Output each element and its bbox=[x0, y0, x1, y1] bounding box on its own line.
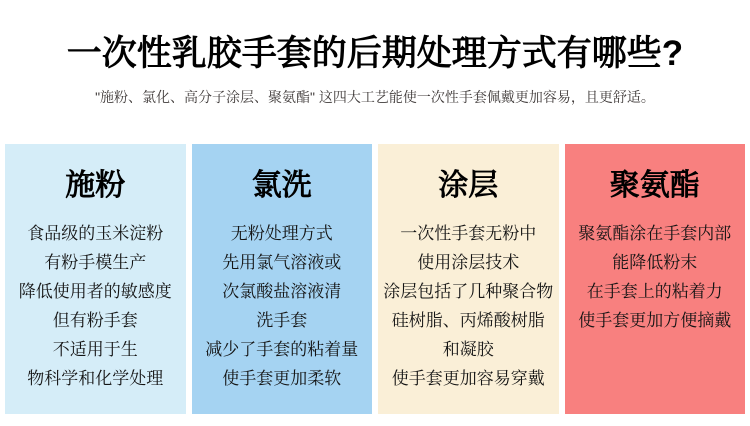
card-line: 在手套上的粘着力 bbox=[586, 282, 723, 301]
card-line: 使手套更加方便摘戴 bbox=[578, 311, 732, 330]
card-chlorination-body bbox=[192, 219, 373, 393]
card-line: 但有粉手套 bbox=[52, 311, 138, 330]
card-line: 次氯酸盐溶液清 bbox=[222, 282, 342, 301]
card-line: 不适用于生 bbox=[52, 340, 138, 359]
card-line: 无粉处理方式 bbox=[230, 224, 333, 243]
card-powdering-title: 施粉 bbox=[65, 169, 126, 202]
card-line: 使手套更加容易穿戴 bbox=[391, 369, 545, 388]
process-cards-row bbox=[0, 144, 750, 414]
card-line: 食品级的玉米淀粉 bbox=[27, 224, 164, 243]
card-coating bbox=[378, 144, 559, 414]
card-line: 使用涂层技术 bbox=[417, 253, 520, 272]
card-line: 减少了手套的粘着量 bbox=[205, 340, 359, 359]
card-line: 和凝胶 bbox=[442, 340, 494, 359]
card-polyurethane-body bbox=[565, 219, 746, 335]
card-line: 物科学和化学处理 bbox=[27, 369, 164, 388]
card-chlorination-title: 氯洗 bbox=[251, 169, 312, 202]
card-line: 能降低粉末 bbox=[612, 253, 698, 272]
card-line: 降低使用者的敏感度 bbox=[18, 282, 172, 301]
card-polyurethane-title: 聚氨酯 bbox=[609, 169, 700, 202]
card-powdering bbox=[5, 144, 186, 414]
card-coating-body bbox=[378, 219, 559, 393]
card-line: 有粉手模生产 bbox=[44, 253, 147, 272]
page-title: 一次性乳胶手套的后期处理方式有哪些? bbox=[66, 34, 684, 73]
card-line: 洗手套 bbox=[256, 311, 308, 330]
card-line: 使手套更加柔软 bbox=[222, 369, 342, 388]
card-line: 涂层包括了几种聚合物 bbox=[383, 282, 554, 301]
card-line: 一次性手套无粉中 bbox=[400, 224, 537, 243]
card-coating-title: 涂层 bbox=[438, 169, 499, 202]
card-polyurethane bbox=[565, 144, 746, 414]
card-line: 先用氯气溶液或 bbox=[222, 253, 342, 272]
card-chlorination bbox=[192, 144, 373, 414]
card-line: 聚氨酯涂在手套内部 bbox=[578, 224, 732, 243]
card-line: 硅树脂、丙烯酸树脂 bbox=[391, 311, 545, 330]
card-powdering-body bbox=[5, 219, 186, 393]
page-subtitle: "施粉、氯化、高分子涂层、聚氨酯" 这四大工艺能使一次性手套佩戴更加容易，且更舒适。 bbox=[95, 89, 655, 105]
